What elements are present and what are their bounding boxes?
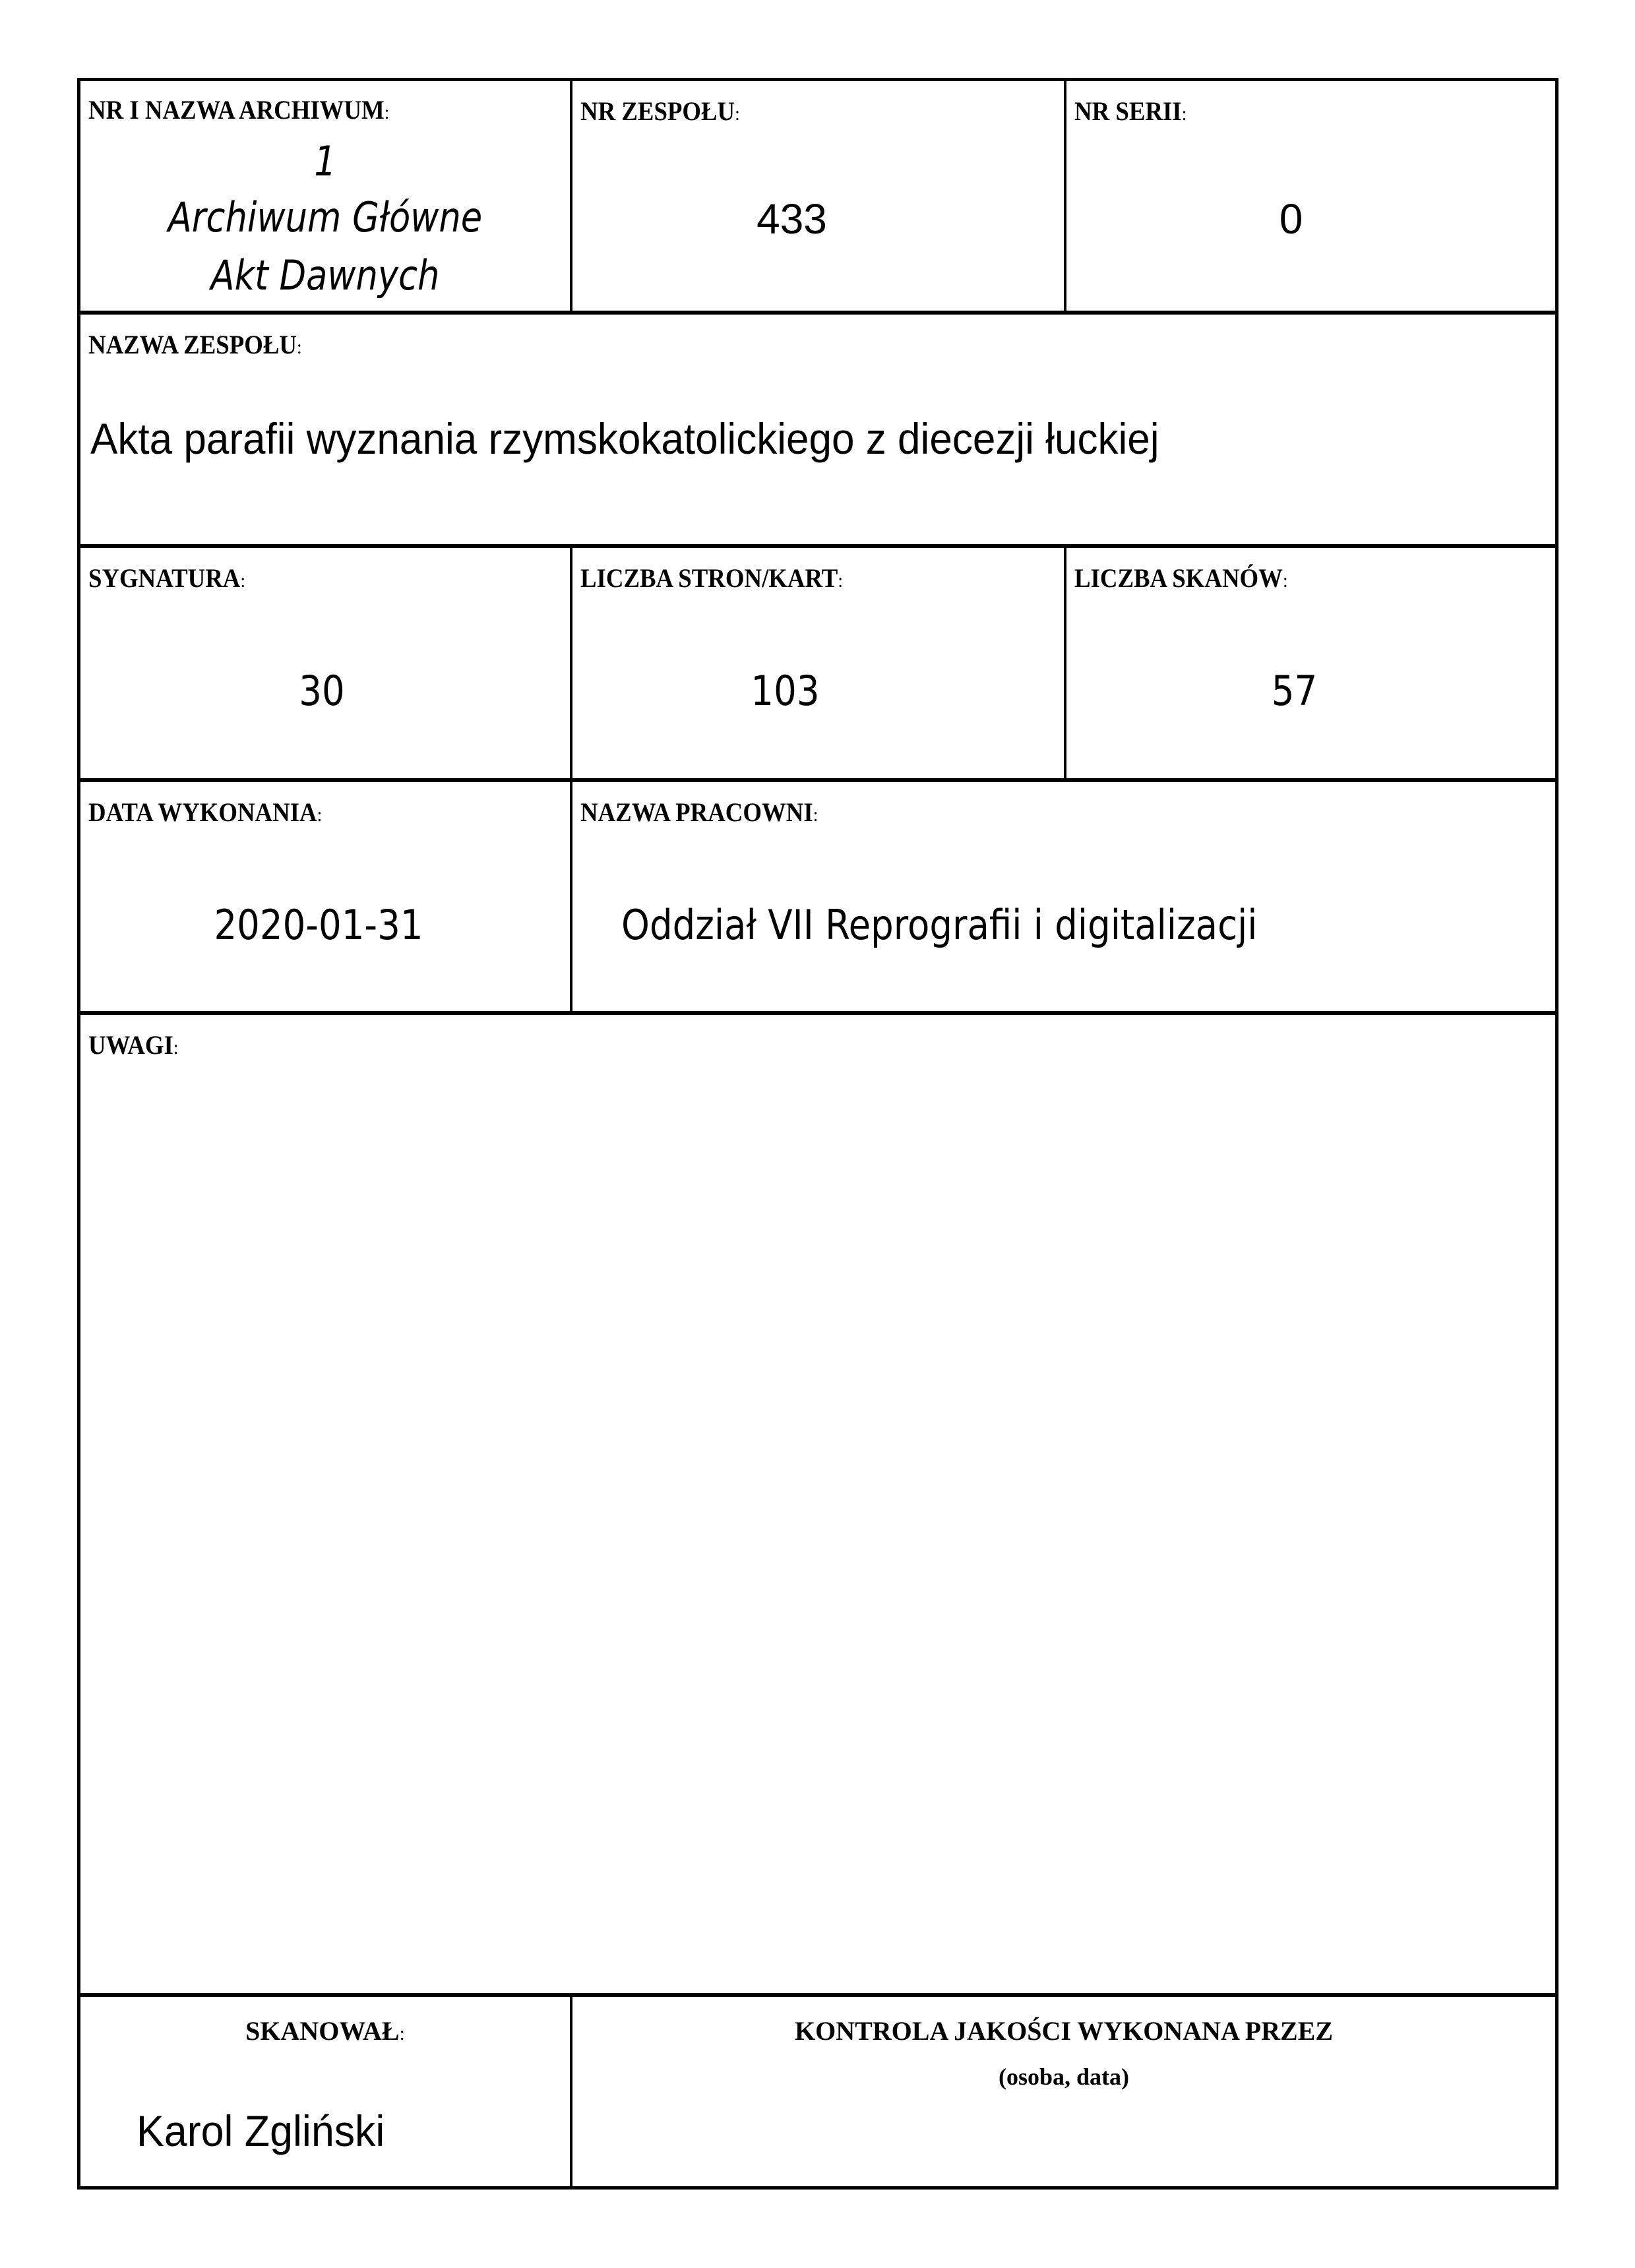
scanned-by-cell (80, 1997, 570, 2186)
series-number-value: 0 (1279, 195, 1303, 243)
execution-date-label: DATA WYKONANIA: (88, 797, 323, 827)
pages-count-label: LICZBA STRON/KART: (580, 563, 844, 593)
workshop-name-label: NAZWA PRACOWNI: (580, 797, 818, 827)
signature-label: SYGNATURA: (88, 563, 246, 593)
series-number-label: NR SERII: (1074, 96, 1187, 126)
pages-count-cell (572, 548, 1064, 778)
remarks-label: UWAGI: (88, 1030, 179, 1060)
fonds-name-value: Akta parafii wyznania rzymskokatolickiego z diecezji łuckiej (90, 414, 1159, 463)
fonds-number-label: NR ZESPOŁU: (580, 96, 740, 126)
scans-count-value: 57 (1271, 667, 1318, 715)
fonds-name-cell (80, 315, 1555, 544)
quality-control-cell (572, 1997, 1555, 2186)
remarks-cell (80, 1015, 1555, 1993)
archive-number: 1 (314, 137, 336, 185)
scans-count-cell (1066, 548, 1555, 778)
scanned-by-label: SKANOWAŁ: (245, 2016, 405, 2046)
fonds-number-cell (572, 81, 1064, 311)
archive-name-line2: Akt Dawnych (210, 251, 440, 299)
quality-control-sublabel: (osoba, data) (998, 2064, 1130, 2090)
series-number-cell (1066, 81, 1555, 311)
fonds-number-value: 433 (756, 195, 827, 243)
signature-cell (80, 548, 570, 778)
execution-date-value: 2020-01-31 (214, 901, 423, 949)
quality-control-label: KONTROLA JAKOŚCI WYKONANA PRZEZ (794, 2016, 1334, 2046)
workshop-name-value: Oddział VII Reprografii i digitalizacji (621, 901, 1258, 949)
archive-cell (80, 81, 570, 311)
workshop-name-cell (572, 782, 1555, 1011)
pages-count-value: 103 (751, 667, 820, 715)
archive-label: NR I NAZWA ARCHIWUM: (88, 95, 390, 125)
scans-count-label: LICZBA SKANÓW: (1074, 563, 1288, 593)
fonds-name-label: NAZWA ZESPOŁU: (88, 330, 302, 359)
signature-value: 30 (299, 667, 345, 715)
execution-date-cell (80, 782, 570, 1011)
archive-name-line1: Archiwum Główne (168, 193, 483, 241)
scanned-by-value: Karol Zgliński (137, 2106, 385, 2155)
